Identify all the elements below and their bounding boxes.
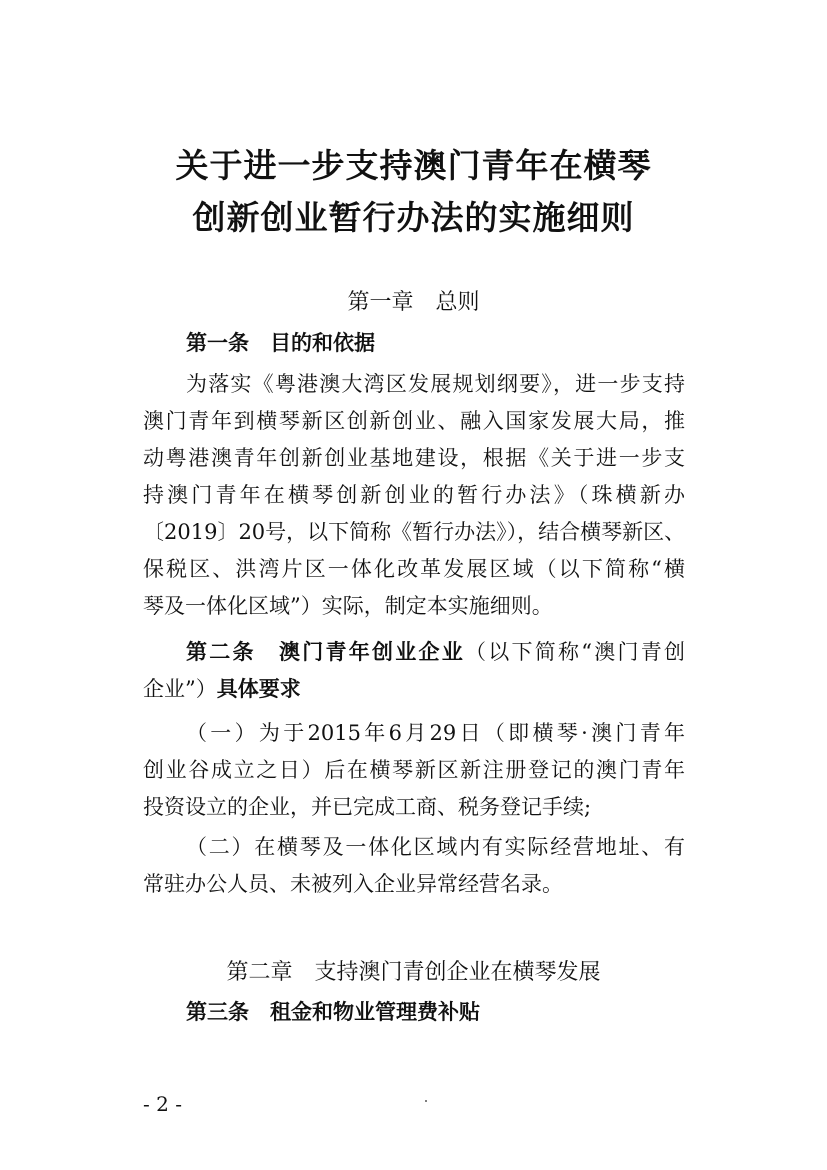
article-1-line: 动粤港澳青年创新创业基地建设，根据《关于进一步支 <box>143 446 685 470</box>
document-title-line-1: 关于进一步支持澳门青年在横琴 <box>175 146 652 185</box>
article-2-line: 投资设立的企业，并已完成工商、税务登记手续; <box>143 795 592 819</box>
article-2-heading <box>186 637 685 667</box>
article-1-line: 〔2019〕20号，以下简称《暂行办法》），结合横琴新区、 <box>143 520 686 544</box>
article-1-line: 保税区、洪湾片区一体化改革发展区域（以下简称“横 <box>143 557 685 581</box>
article-1-heading: 第一条 目的和依据 <box>186 331 375 355</box>
article-2-heading-continued <box>143 674 301 704</box>
article-2-line: 创业谷成立之日）后在横琴新区新注册登记的澳门青年 <box>143 758 685 782</box>
article-2-line: （二）在横琴及一体化区域内有实际经营地址、有 <box>186 835 685 859</box>
article-1-line: 琴及一体化区域”）实际，制定本实施细则。 <box>143 594 553 618</box>
article-2-heading-bold: 第二条 澳门青年创业企业 <box>186 640 465 664</box>
chapter-1-heading: 第一章 总则 <box>347 290 480 315</box>
article-1-line: 持澳门青年在横琴创新创业的暂行办法》（珠横新办 <box>143 483 685 507</box>
chapter-2-heading: 第二章 支持澳门青创企业在横琴发展 <box>226 960 601 985</box>
article-2-heading-cont-bold: 具体要求 <box>216 677 301 701</box>
article-2-heading-normal: （以下简称“澳门青创 <box>465 640 685 664</box>
scan-speck <box>425 1100 427 1102</box>
article-2-line: 常驻办公人员、未被列入企业异常经营名录。 <box>143 872 563 896</box>
document-title-line-2: 创新创业暂行办法的实施细则 <box>192 198 635 237</box>
article-3-heading: 第三条 租金和物业管理费补贴 <box>186 1000 480 1024</box>
article-2-heading-cont-normal: 企业”） <box>143 677 217 701</box>
article-1-line: 为落实《粤港澳大湾区发展规划纲要》，进一步支持 <box>186 372 685 396</box>
article-1-line: 澳门青年到横琴新区创新创业、融入国家发展大局，推 <box>143 409 685 433</box>
page-number: - 2 - <box>143 1092 182 1116</box>
article-2-line: （一）为于2015年6月29日（即横琴·澳门青年 <box>186 721 685 745</box>
